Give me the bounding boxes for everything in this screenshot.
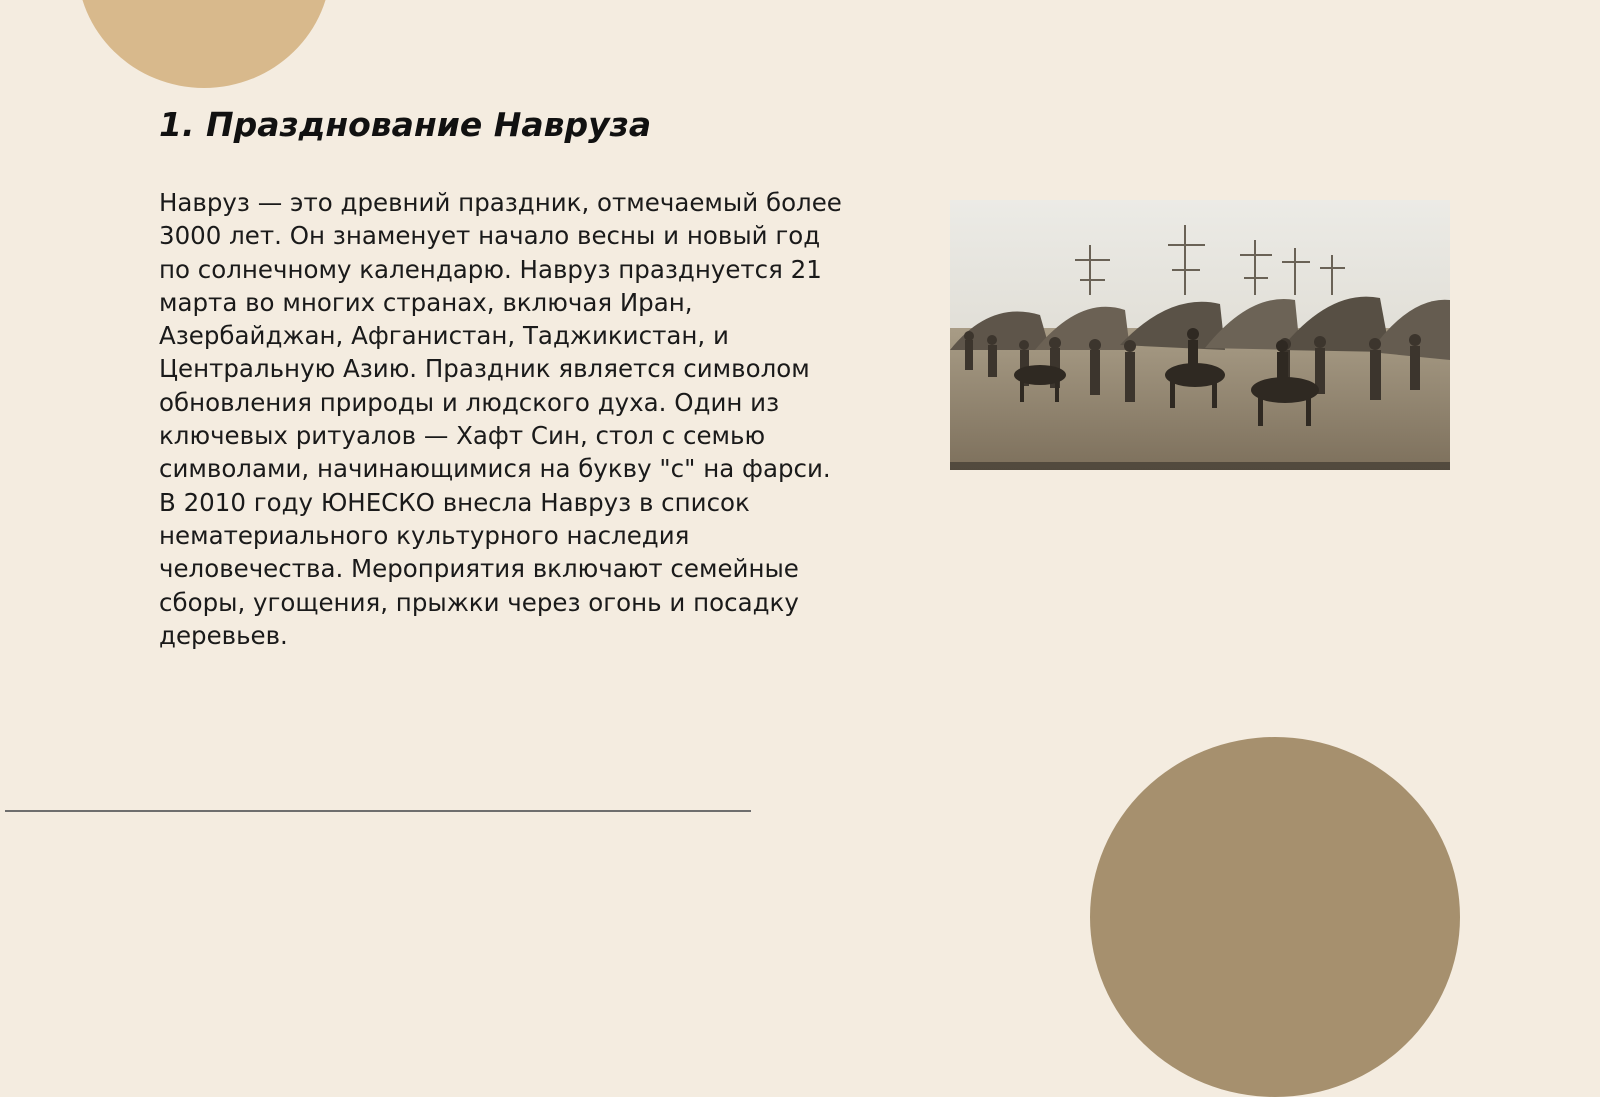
slide-paragraph: Навруз — это древний праздник, отмечаемый более 3000 лет. Он знаменует начало весны и новый год по солнечному календарю. Навруз празднуется 21 марта во многих странах, включая Иран, Азербайджан, Афганистан, Таджикистан, и Центральную Азию. Праздник является символом обновления природы и людского духа. Один из ключевых ритуалов — Хафт Син, стол с семью символами, начинающимися на букву "с" на фарси. В 2010 году ЮНЕСКО внесла Навруз в список нематериального культурного наследия человечества. Мероприятия включают семейные сборы, угощения, прыжки через огонь и посадку деревьев.	[159, 188, 842, 650]
historical-photo	[950, 200, 1450, 470]
decorative-circle-top	[77, 0, 331, 88]
horizontal-divider	[5, 810, 751, 812]
slide-title: 1. Празднование Навруза	[159, 105, 652, 144]
decorative-circle-bottom	[1090, 737, 1460, 1097]
